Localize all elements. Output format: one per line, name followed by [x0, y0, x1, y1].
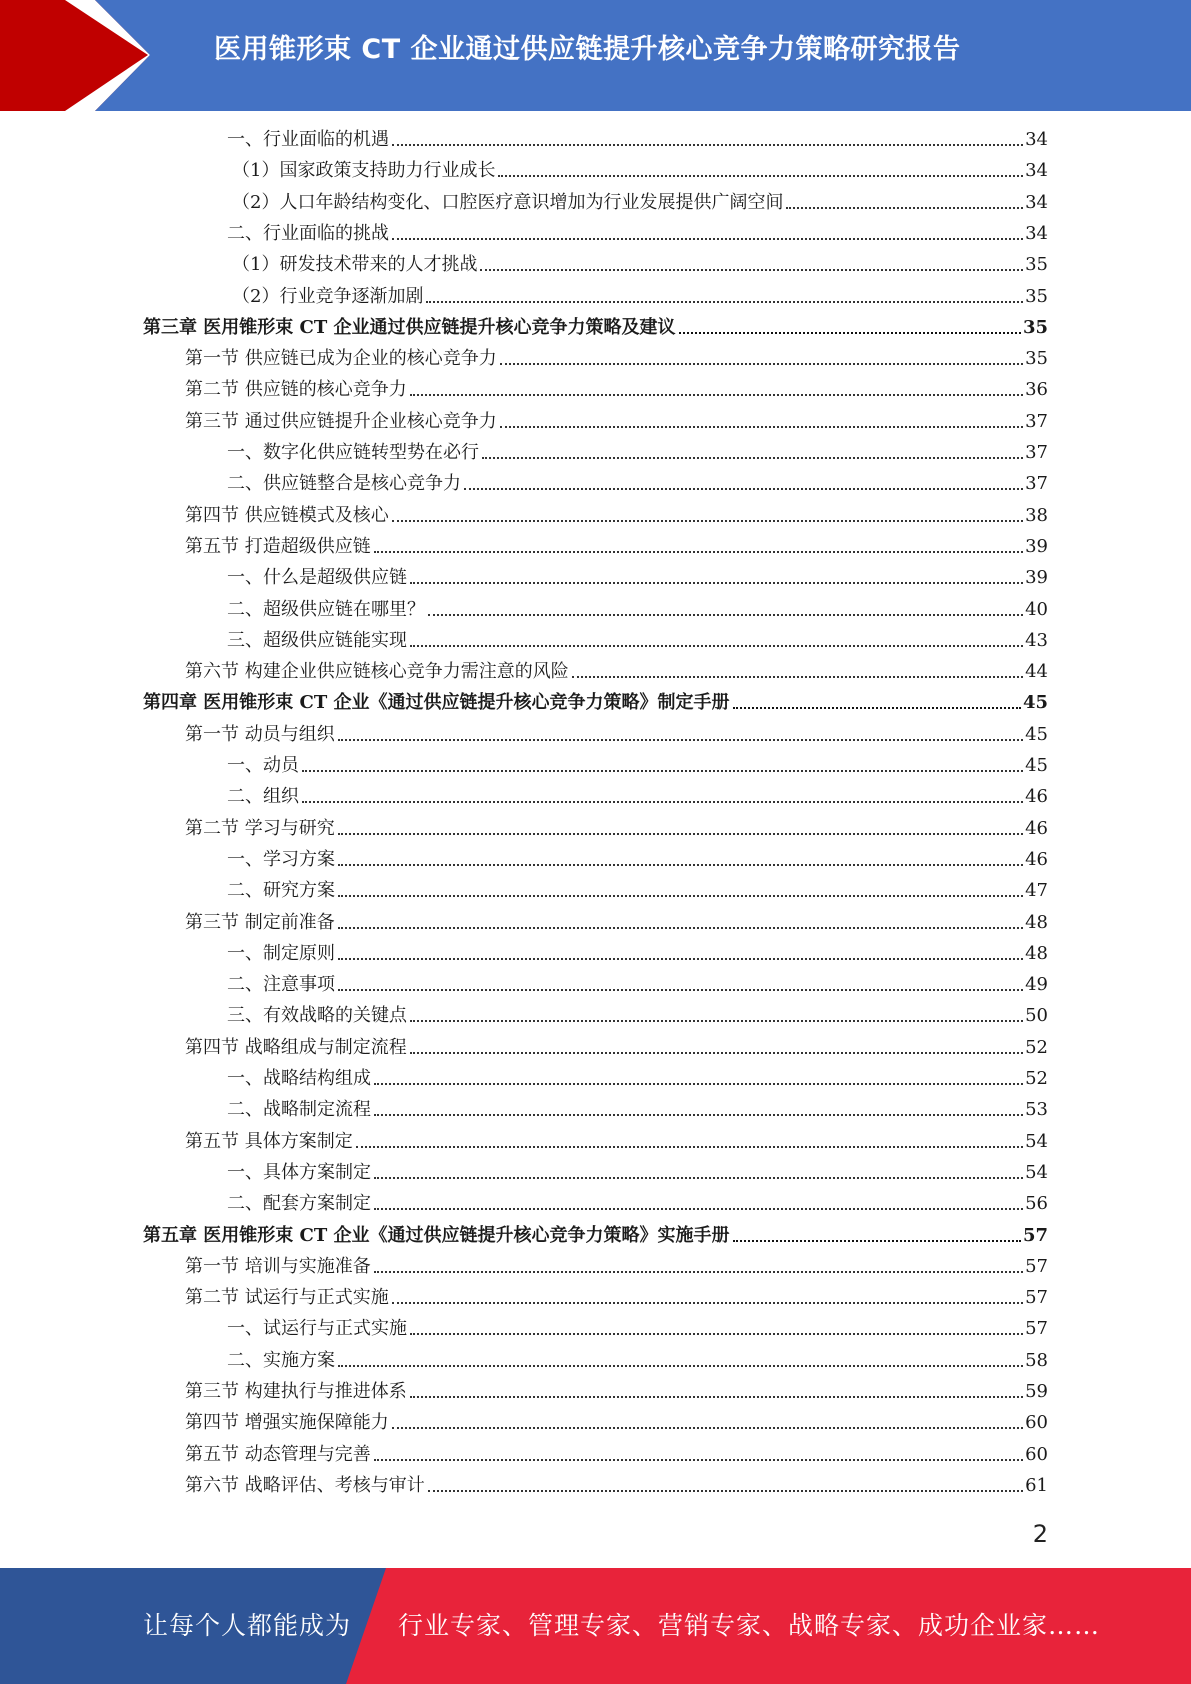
toc-entry-title: 一、数字化供应链转型势在必行: [227, 440, 482, 466]
toc-entry-page: 45: [1025, 723, 1048, 745]
toc-entry-title: 第四节 增强实施保障能力: [185, 1410, 392, 1436]
toc-dot-leader: [374, 1082, 1023, 1085]
toc-entry-title: 一、战略结构组成: [227, 1066, 374, 1092]
toc-entry-page: 58: [1025, 1349, 1048, 1371]
toc-entry-title: 一、制定原则: [227, 941, 338, 967]
toc-dot-leader: [392, 237, 1023, 240]
toc-chapter-entry[interactable]: [143, 1223, 1048, 1249]
toc-entry-title: 二、战略制定流程: [227, 1097, 374, 1123]
toc-entry-page: 57: [1025, 1318, 1048, 1340]
toc-dot-leader: [410, 1019, 1023, 1022]
toc-entry-page: 38: [1025, 504, 1048, 526]
toc-entry-title: 二、配套方案制定: [227, 1191, 374, 1217]
toc-entry-page: 34: [1025, 222, 1048, 244]
toc-entry-title: 第四章 医用锥形束 CT 企业《通过供应链提升核心竞争力策略》制定手册: [143, 690, 733, 716]
toc-dot-leader: [374, 1176, 1023, 1179]
toc-entry-page: 57: [1025, 1287, 1048, 1309]
toc-entry[interactable]: [185, 1379, 1048, 1405]
toc-entry[interactable]: [227, 941, 1048, 967]
toc-entry-title: 第三章 医用锥形束 CT 企业通过供应链提升核心竞争力策略及建议: [143, 315, 679, 341]
toc-entry-page: 47: [1025, 880, 1048, 902]
toc-entry[interactable]: [232, 252, 1048, 278]
toc-entry-page: 54: [1025, 1161, 1048, 1183]
toc-entry-title: 一、试运行与正式实施: [227, 1316, 410, 1342]
toc-entry[interactable]: [227, 628, 1048, 654]
toc-entry-title: 第三节 制定前准备: [185, 910, 338, 936]
toc-entry-page: 37: [1025, 473, 1048, 495]
toc-dot-leader: [392, 1301, 1023, 1304]
toc-dot-leader: [302, 800, 1023, 803]
toc-dot-leader: [302, 769, 1023, 772]
toc-dot-leader: [392, 143, 1023, 146]
toc-entry[interactable]: [185, 722, 1048, 748]
toc-dot-leader: [374, 1270, 1023, 1273]
toc-entry-page: 39: [1025, 567, 1048, 589]
page-footer: [0, 1568, 1191, 1684]
toc-dot-leader: [338, 832, 1023, 835]
toc-entry-page: 57: [1022, 1224, 1048, 1246]
toc-entry-title: 第五节 打造超级供应链: [185, 534, 374, 560]
toc-entry-page: 36: [1025, 379, 1048, 401]
toc-entry-title: 二、研究方案: [227, 878, 338, 904]
toc-entry[interactable]: [185, 346, 1048, 372]
toc-dot-leader: [733, 1239, 1021, 1242]
toc-entry-page: 34: [1025, 191, 1048, 213]
toc-entry-title: 一、具体方案制定: [227, 1160, 374, 1186]
toc-entry-page: 40: [1025, 598, 1048, 620]
toc-entry-title: 二、实施方案: [227, 1348, 338, 1374]
toc-dot-leader: [392, 519, 1023, 522]
toc-entry[interactable]: [185, 1410, 1048, 1436]
toc-entry-page: 39: [1025, 535, 1048, 557]
toc-entry[interactable]: [232, 158, 1048, 184]
toc-entry[interactable]: [227, 440, 1048, 466]
toc-entry-page: 37: [1025, 442, 1048, 463]
toc-entry-title: 第六节 战略评估、考核与审计: [185, 1473, 428, 1499]
toc-dot-leader: [338, 894, 1023, 897]
toc-dot-leader: [428, 613, 1023, 616]
toc-dot-leader: [374, 1458, 1023, 1461]
toc-entry[interactable]: [185, 1254, 1048, 1280]
toc-dot-leader: [374, 1207, 1023, 1210]
toc-entry-title: 二、供应链整合是核心竞争力: [227, 471, 464, 497]
toc-entry[interactable]: [185, 1442, 1048, 1468]
toc-entry-page: 52: [1025, 1036, 1048, 1058]
toc-dot-leader: [733, 706, 1021, 709]
toc-entry[interactable]: [227, 1316, 1048, 1342]
toc-entry-title: 三、超级供应链能实现: [227, 628, 410, 654]
toc-entry-title: （1）研发技术带来的人才挑战: [232, 252, 480, 278]
toc-entry-title: 第二节 学习与研究: [185, 816, 338, 842]
toc-entry-page: 46: [1025, 786, 1048, 808]
toc-entry-title: （1）国家政策支持助力行业成长: [232, 158, 498, 184]
toc-entry-title: 第五章 医用锥形束 CT 企业《通过供应链提升核心竞争力策略》实施手册: [143, 1223, 733, 1249]
toc-dot-leader: [482, 456, 1023, 459]
toc-entry-title: 二、行业面临的挑战: [227, 221, 392, 247]
toc-entry-title: 一、什么是超级供应链: [227, 565, 410, 591]
toc-entry-page: 35: [1022, 316, 1048, 338]
toc-entry-title: 第四节 战略组成与制定流程: [185, 1035, 410, 1061]
toc-dot-leader: [426, 300, 1023, 303]
toc-entry[interactable]: [232, 190, 1048, 216]
toc-entry-page: 34: [1025, 160, 1048, 182]
toc-entry-title: 三、有效战略的关键点: [227, 1003, 410, 1029]
footer-slogan-right: 行业专家、管理专家、营销专家、战略专家、成功企业家……: [398, 1611, 1101, 1640]
toc-entry-page: 53: [1025, 1099, 1048, 1121]
toc-entry-page: 48: [1025, 911, 1048, 933]
toc-entry[interactable]: [185, 409, 1048, 435]
toc-dot-leader: [410, 393, 1023, 396]
footer-slogan-left: 让每个人都能成为: [143, 1611, 352, 1640]
toc-entry-page: 57: [1025, 1255, 1048, 1277]
toc-entry[interactable]: [185, 910, 1048, 936]
header-chevron-icon: [0, 0, 190, 111]
toc-chapter-entry[interactable]: [143, 315, 1048, 341]
toc-entry[interactable]: [185, 1285, 1048, 1311]
toc-chapter-entry[interactable]: [143, 690, 1048, 716]
toc-entry[interactable]: [227, 471, 1048, 497]
toc-entry-page: 46: [1025, 848, 1048, 870]
toc-entry-page: 54: [1025, 1130, 1048, 1152]
toc-dot-leader: [410, 644, 1023, 647]
toc-entry-page: 60: [1025, 1443, 1048, 1465]
toc-dot-leader: [338, 957, 1023, 960]
toc-dot-leader: [338, 1364, 1023, 1367]
toc-entry-title: （2）行业竞争逐渐加剧: [232, 284, 426, 310]
toc-entry[interactable]: [185, 534, 1048, 560]
toc-entry-page: 43: [1025, 629, 1048, 651]
toc-entry[interactable]: [227, 1097, 1048, 1123]
toc-entry-title: 第五节 具体方案制定: [185, 1129, 356, 1155]
toc-dot-leader: [410, 1395, 1023, 1398]
toc-entry-title: 一、动员: [227, 753, 302, 779]
toc-entry[interactable]: [185, 503, 1048, 529]
toc-entry[interactable]: [227, 1191, 1048, 1217]
toc-entry[interactable]: [227, 1003, 1048, 1029]
toc-entry-page: 35: [1025, 348, 1048, 370]
toc-entry-page: 48: [1025, 942, 1048, 964]
toc-entry-page: 52: [1025, 1068, 1048, 1089]
toc-entry-title: 第三节 构建执行与推进体系: [185, 1379, 410, 1405]
toc-entry-page: 46: [1025, 817, 1048, 839]
toc-dot-leader: [338, 738, 1023, 741]
toc-entry-page: 35: [1025, 254, 1048, 276]
toc-dot-leader: [498, 174, 1023, 177]
page-number: 2: [1032, 1520, 1048, 1548]
toc-entry[interactable]: [227, 878, 1048, 904]
toc-entry[interactable]: [227, 1348, 1048, 1374]
toc-dot-leader: [428, 1489, 1023, 1492]
toc-dot-leader: [356, 1145, 1023, 1148]
toc-entry[interactable]: [185, 1473, 1048, 1499]
toc-entry-title: 一、行业面临的机遇: [227, 127, 392, 153]
toc-dot-leader: [500, 362, 1023, 365]
toc-dot-leader: [464, 487, 1023, 490]
toc-dot-leader: [500, 425, 1023, 428]
toc-entry[interactable]: [227, 565, 1048, 591]
toc-entry-title: 第三节 通过供应链提升企业核心竞争力: [185, 409, 500, 435]
toc-entry-title: 第六节 构建企业供应链核心竞争力需注意的风险: [185, 659, 572, 685]
toc-dot-leader: [392, 1426, 1023, 1429]
toc-entry-title: 二、注意事项: [227, 972, 338, 998]
toc-entry-page: 60: [1025, 1412, 1048, 1434]
report-title: 医用锥形束 CT 企业通过供应链提升核心竞争力策略研究报告: [214, 34, 961, 65]
page-header: [0, 0, 1191, 111]
toc-entry-page: 49: [1025, 974, 1048, 996]
toc-entry[interactable]: [227, 1066, 1048, 1092]
toc-entry-page: 50: [1025, 1005, 1048, 1027]
toc-entry[interactable]: [227, 597, 1048, 623]
toc-entry-page: 35: [1025, 285, 1048, 307]
toc-entry[interactable]: [227, 753, 1048, 779]
toc-dot-leader: [410, 1051, 1023, 1054]
toc-entry-page: 45: [1022, 692, 1048, 714]
toc-entry[interactable]: [227, 784, 1048, 810]
toc-entry[interactable]: [227, 972, 1048, 998]
toc-entry[interactable]: [227, 847, 1048, 873]
toc-entry-title: 一、学习方案: [227, 847, 338, 873]
toc-dot-leader: [572, 675, 1023, 678]
toc-entry-title: 第二节 试运行与正式实施: [185, 1285, 392, 1311]
toc-entry-page: 37: [1025, 410, 1048, 432]
toc-entry[interactable]: [227, 221, 1048, 247]
toc-dot-leader: [480, 268, 1023, 271]
toc-entry-page: 44: [1025, 661, 1048, 683]
toc-entry-page: 56: [1025, 1193, 1048, 1215]
toc-entry-title: 二、超级供应链在哪里？: [227, 597, 428, 623]
toc-entry-title: 第五节 动态管理与完善: [185, 1442, 374, 1468]
toc-dot-leader: [374, 550, 1023, 553]
toc-dot-leader: [338, 926, 1023, 929]
toc-entry[interactable]: [185, 1129, 1048, 1155]
toc-entry-title: 第一节 培训与实施准备: [185, 1254, 374, 1280]
toc-dot-leader: [410, 581, 1023, 584]
toc-entry-page: 34: [1025, 129, 1048, 150]
toc-dot-leader: [374, 1113, 1023, 1116]
toc-entry[interactable]: [185, 816, 1048, 842]
toc-entry-title: 第四节 供应链模式及核心: [185, 503, 392, 529]
toc-entry-page: 59: [1025, 1381, 1048, 1402]
toc-entry[interactable]: [232, 284, 1048, 310]
toc-entry[interactable]: [227, 1160, 1048, 1186]
toc-dot-leader: [338, 988, 1023, 991]
toc-entry-title: 二、组织: [227, 784, 302, 810]
toc-entry-title: 第一节 动员与组织: [185, 722, 338, 748]
toc-entry-title: （2）人口年龄结构变化、口腔医疗意识增加为行业发展提供广阔空间: [232, 190, 786, 216]
toc-entry[interactable]: [227, 127, 1048, 153]
toc-entry[interactable]: [185, 1035, 1048, 1061]
toc-entry-title: 第二节 供应链的核心竞争力: [185, 377, 410, 403]
toc-entry-page: 61: [1025, 1474, 1048, 1496]
toc-entry-title: 第一节 供应链已成为企业的核心竞争力: [185, 346, 500, 372]
toc-dot-leader: [410, 1332, 1023, 1335]
toc-dot-leader: [338, 863, 1023, 866]
toc-dot-leader: [786, 206, 1023, 209]
toc-entry[interactable]: [185, 659, 1048, 685]
toc-entry-page: 45: [1025, 755, 1048, 776]
toc-entry[interactable]: [185, 377, 1048, 403]
toc-dot-leader: [679, 331, 1021, 334]
